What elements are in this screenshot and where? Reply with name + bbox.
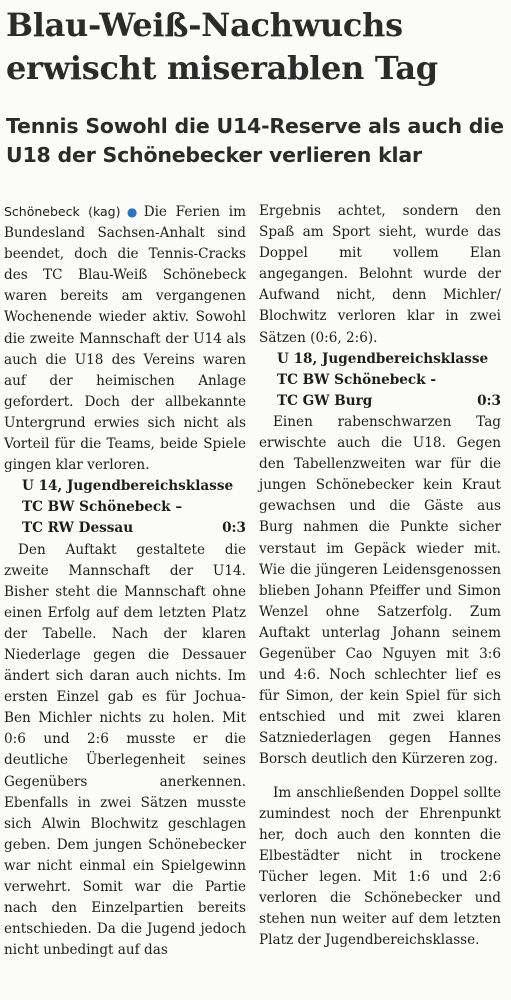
subheadline bbox=[6, 112, 506, 170]
article-column-2 bbox=[259, 201, 501, 951]
bullet-icon: ● bbox=[122, 205, 142, 219]
headline-line-2: erwischt miserablen Tag bbox=[6, 49, 438, 87]
result-score: 0:3 bbox=[477, 392, 501, 409]
match-result-u14 bbox=[4, 476, 246, 539]
subheadline-line-1: Sowohl die U14-Reserve als auch die bbox=[78, 114, 504, 138]
article-paragraph: Im anschließenden Doppel sollte zumindest noch der Ehrenpunkt her, doch auch den konnten die Elbestädter nicht in trockene Tücher legen. Mit 1:6 und 2:6 verloren die Schönebecker und stehen nun weiter auf dem letzten Platz der Jugendbereichsklasse. bbox=[259, 784, 501, 949]
article-column-1 bbox=[4, 201, 246, 961]
result-score: 0:3 bbox=[222, 520, 246, 537]
dateline-place: Schönebeck bbox=[4, 204, 80, 219]
paragraph-text: Die Ferien im Bundesland Sachsen-Anhalt sind beendet, doch die Tennis-Cracks des TC Blau-Weiß Schönebeck waren bereits am vergangenen Wochenende wieder aktiv. Sowohl die zweite Mannschaft der U14 als auch die U18 des Vereins waren auf der heimischen Anlage gefordert. Doch der allbekannte Untergrund erwies sich nicht als Vorteil für die Teams, beide Spiele gingen klar verloren. bbox=[4, 204, 246, 474]
article-paragraph: Einen rabenschwarzen Tag erwischte auch die U18. Gegen den Tabellenzweiten war für die jungen Schönebecker kein Kraut gewachsen und die Gäste aus Burg nahmen die Punkte sicher verstaut im Gepäck wieder mit. Wie die jüngeren Leidensgenossen blieben Johann Pfeiffer und Simon Wenzel ohne Satzerfolg. Zum Auftakt unterlag Johann seinem Gegenüber Cao Nguyen mit 3:6 und 4:6. Noch schlechter lief es für Simon, der kein Spiel für sich entschied und mit zwei klaren Satzniederlagen gegen Hannes Borsch deutlich den Kürzeren zog. bbox=[259, 413, 501, 768]
headline-line-1: Blau-Weiß-Nachwuchs bbox=[6, 6, 403, 44]
subheadline-line-2: U18 der Schönebecker verlieren klar bbox=[6, 143, 422, 167]
article-paragraph bbox=[4, 201, 246, 476]
result-away-team: TC GW Burg bbox=[277, 392, 373, 409]
headline bbox=[6, 4, 506, 90]
result-league: U 14, Jugendbereichsklasse bbox=[22, 478, 234, 495]
dateline-author: (kag) bbox=[79, 204, 121, 219]
article-paragraph: Den Auftakt gestaltete die zweite Mannschaft der U14. Bisher steht die Mannschaft ohne einen Erfolg auf dem letzten Platz der Tabelle. Nach der klaren Niederlage gegen die Dessauer ändert sich daran auch nichts. Im ersten Einzel gab es für Jochua-Ben Michler nichts zu holen. Mit 0:6 und 2:6 musste er die deutliche Überlegenheit seines Gegenübers anerkennen. Ebenfalls in zwei Sätzen musste sich Alwin Blochwitz geschlagen geben. Dem jungen Schönebecker war nicht einmal ein Spielgewinn verwehrt. Somit war die Partie nach den Einzelpartien bereits entschieden. Da die Jugend jedoch nicht unbedingt auf das bbox=[4, 541, 246, 959]
result-league: U 18, Jugendbereichsklasse bbox=[277, 350, 489, 367]
result-home-team: TC BW Schönebeck - bbox=[277, 371, 436, 388]
result-away-team: TC RW Dessau bbox=[22, 520, 134, 537]
article-paragraph: Ergebnis achtet, sondern den Spaß am Sport sieht, wurde das Doppel mit vollem Elan angegangen. Belohnt wurde der Aufwand nicht, denn Michler/ Blochwitz verloren klar in zwei Sätzen (0:6, 2:6). bbox=[259, 203, 501, 346]
section-kicker: Tennis bbox=[6, 114, 79, 138]
result-home-team: TC BW Schönebeck – bbox=[22, 499, 183, 516]
match-result-u18 bbox=[259, 349, 501, 412]
